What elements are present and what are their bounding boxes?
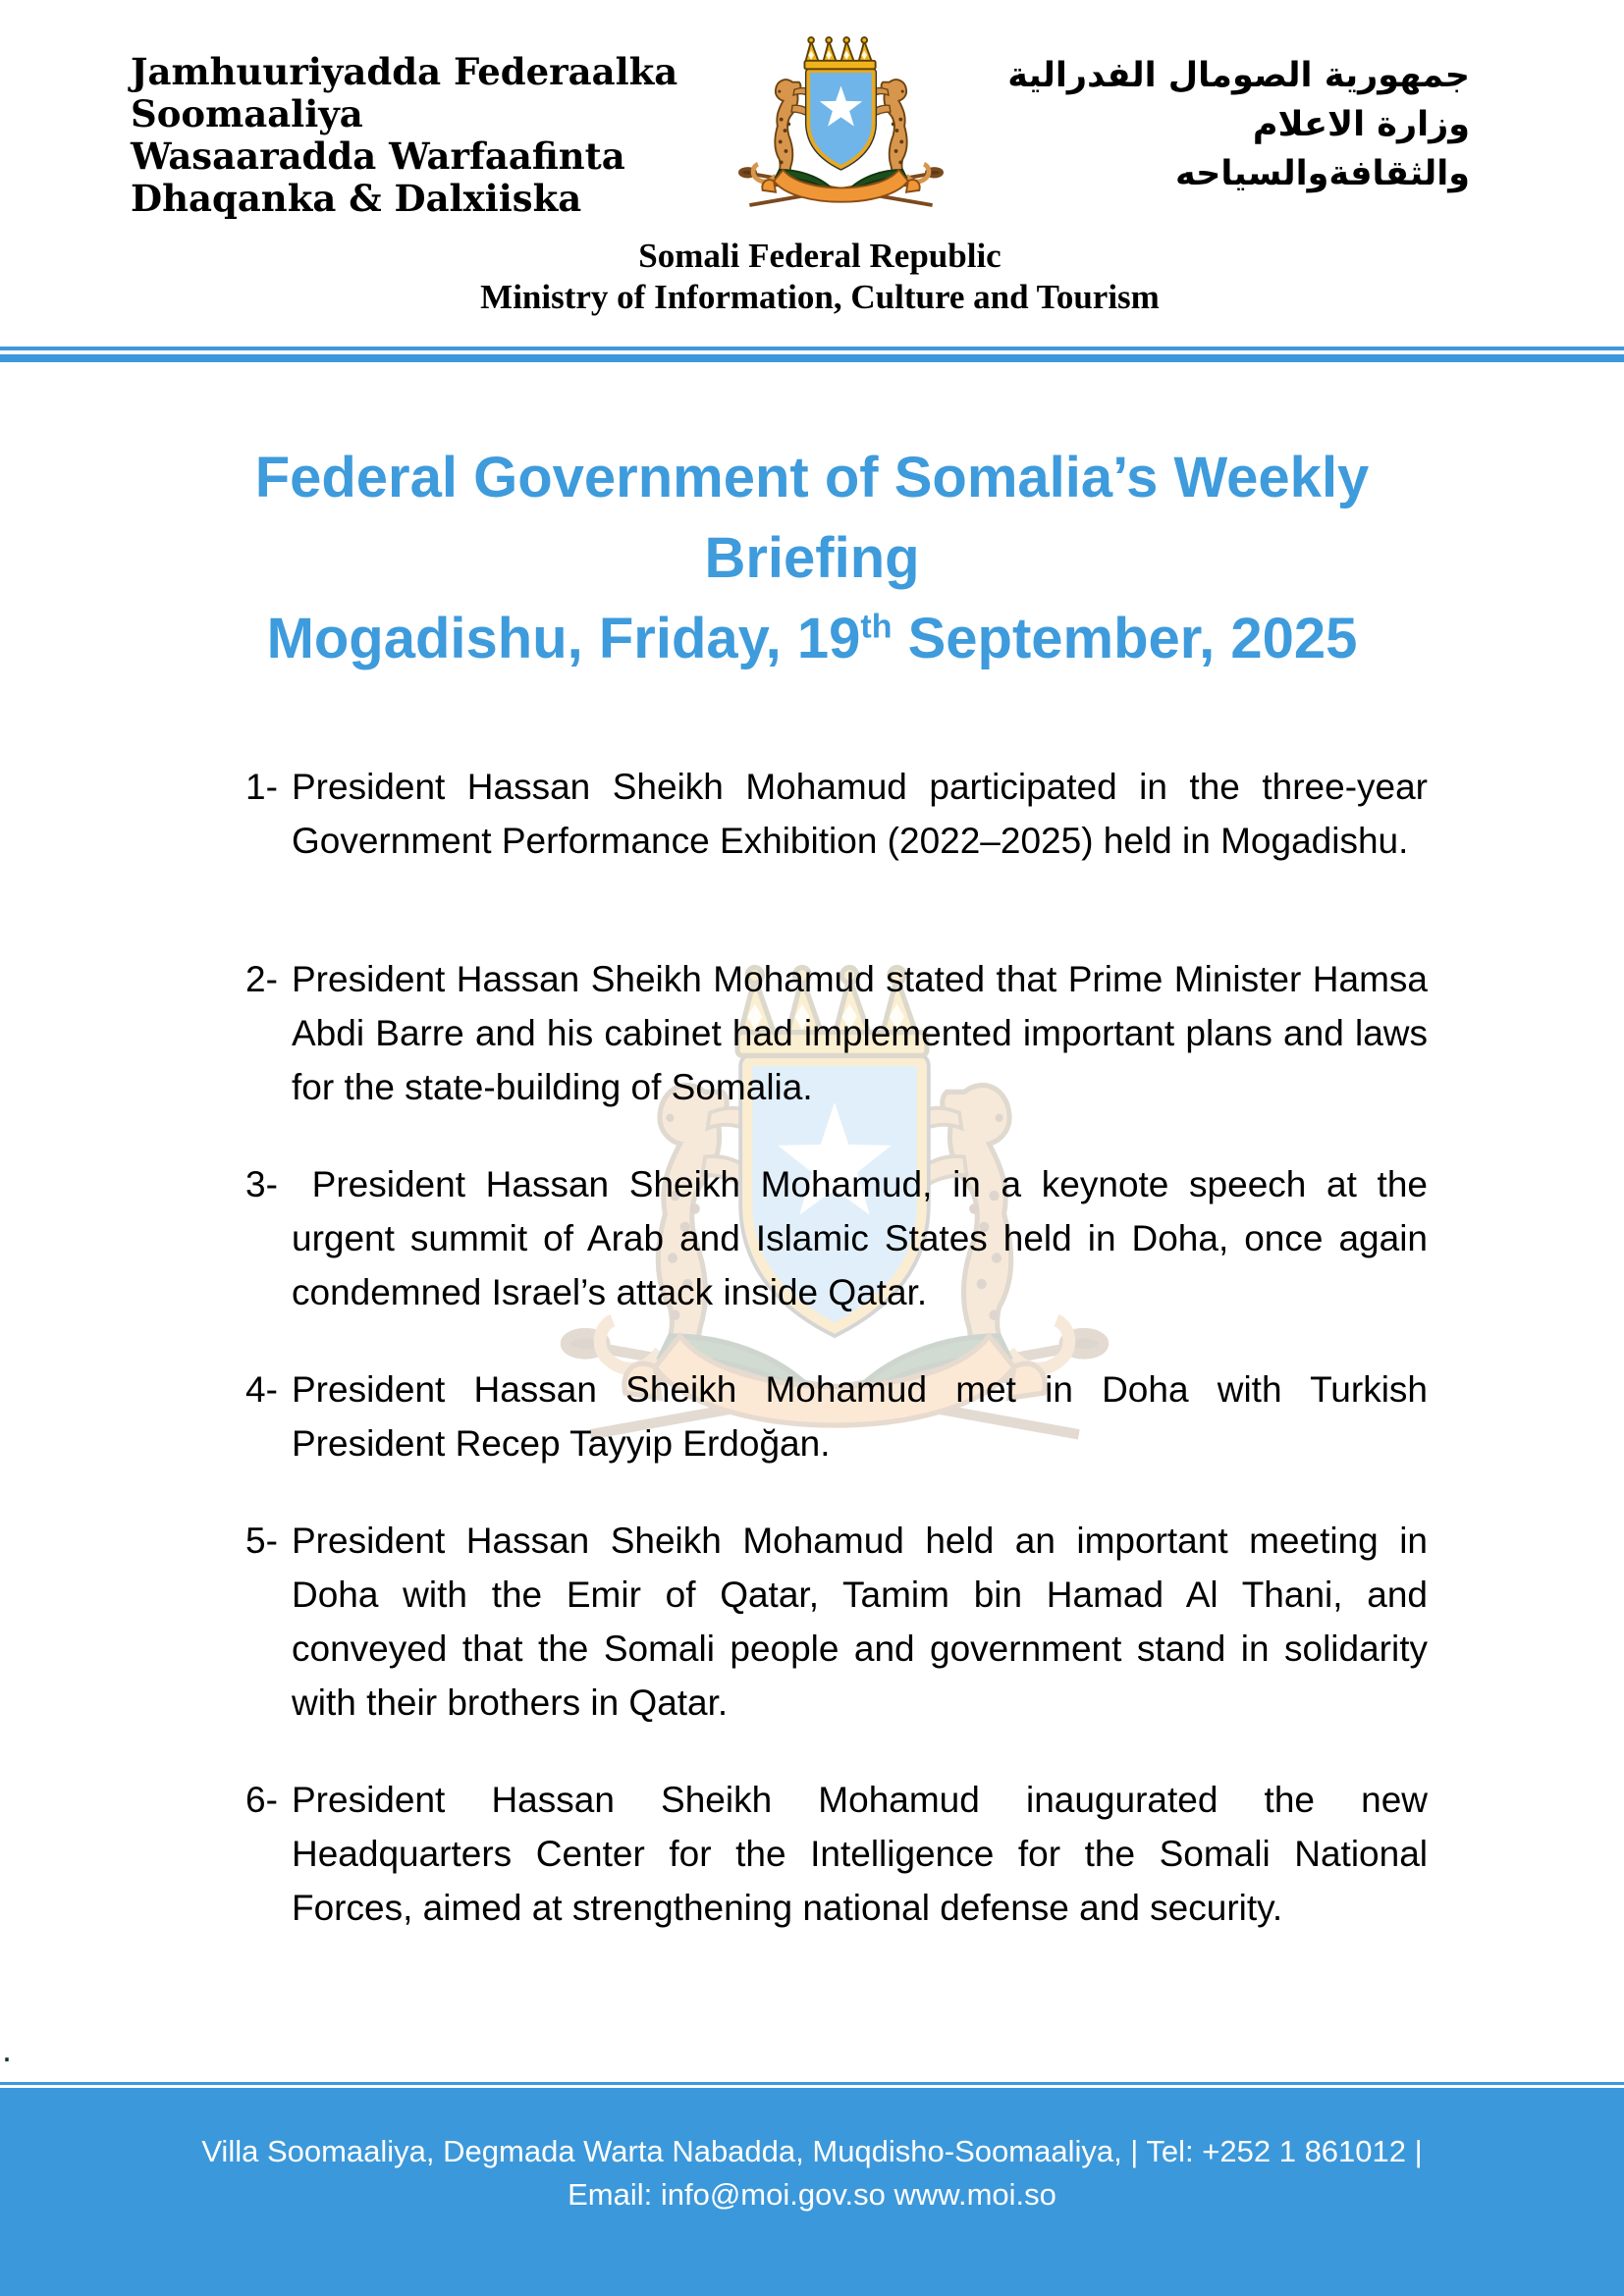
stray-period-mark: . bbox=[2, 2029, 13, 2069]
item-number: 2- bbox=[245, 959, 278, 999]
item-number: 5- bbox=[245, 1521, 278, 1561]
item-number: 3- bbox=[245, 1164, 278, 1204]
header-separator-thick bbox=[0, 354, 1624, 362]
ministry-name-arabic-line3: والثقافةوالسياحه bbox=[1174, 154, 1470, 193]
briefing-list bbox=[245, 760, 1428, 1978]
title-date-prefix: Mogadishu, Friday, 19 bbox=[266, 607, 861, 670]
footer-separator-thin bbox=[0, 2082, 1624, 2085]
item-text: President Hassan Sheikh Mohamud participated in the three-year Government Performance Exhibition (2022–2025) held in Mogadishu. bbox=[292, 767, 1428, 861]
title-date-ordinal: th bbox=[860, 608, 893, 646]
item-number: 4- bbox=[245, 1369, 278, 1410]
item-text: President Hassan Sheikh Mohamud held an important meeting in Doha with the Emir of Qatar, Tamim bin Hamad Al Thani, and conveyed that the Somali people and government stand in solidarity with their brothers in Qatar. bbox=[292, 1521, 1428, 1723]
item-text: President Hassan Sheikh Mohamud, in a keynote speech at the urgent summit of Arab and Islamic States held in Doha, once again condemned Israel’s attack inside Qatar. bbox=[292, 1164, 1428, 1312]
item-text: President Hassan Sheikh Mohamud stated that Prime Minister Hamsa Abdi Barre and his cabinet had implemented important plans and laws for the state-building of Somalia. bbox=[292, 959, 1428, 1107]
footer-email-line: Email: info@moi.gov.so www.moi.so bbox=[568, 2177, 1056, 2212]
somalia-coat-of-arms-icon bbox=[720, 33, 962, 230]
footer-address-line: Villa Soomaaliya, Degmada Warta Nabadda, Muqdisho-Soomaaliya, | Tel: +252 1 861012 | bbox=[201, 2134, 1423, 2168]
page-title-line3 bbox=[0, 599, 1624, 679]
item-number: 6- bbox=[245, 1780, 278, 1820]
ministry-name-english bbox=[427, 236, 1213, 318]
ministry-name-somali-line1: Jamhuuriyadda Federaalka bbox=[131, 50, 678, 93]
ministry-name-somali-line4: Dhaqanka & Dalxiiska bbox=[131, 177, 582, 220]
page-title-line2: Briefing bbox=[704, 526, 920, 590]
ministry-name-english-line1: Somali Federal Republic bbox=[638, 237, 1001, 275]
ministry-name-arabic-line1: جمهورية الصومال الفدرالية bbox=[1007, 56, 1470, 95]
ministry-name-arabic bbox=[1007, 51, 1470, 198]
briefing-item-4 bbox=[245, 1362, 1428, 1470]
item-number: 1- bbox=[245, 767, 278, 807]
page-title bbox=[0, 438, 1624, 679]
briefing-item-3 bbox=[245, 1157, 1428, 1319]
ministry-name-somali bbox=[131, 51, 677, 220]
page-title-line1: Federal Government of Somalia’s Weekly bbox=[254, 446, 1370, 509]
title-date-suffix: September, 2025 bbox=[892, 607, 1358, 670]
footer-contact bbox=[0, 2130, 1624, 2216]
ministry-name-english-line2: Ministry of Information, Culture and Tourism bbox=[480, 278, 1160, 316]
briefing-item-2 bbox=[245, 952, 1428, 1114]
header-separator-thin bbox=[0, 347, 1624, 350]
footer-band bbox=[0, 2088, 1624, 2296]
briefing-item-5 bbox=[245, 1514, 1428, 1730]
ministry-name-somali-line2: Soomaaliya bbox=[131, 92, 363, 135]
briefing-item-6 bbox=[245, 1773, 1428, 1935]
ministry-name-arabic-line2: وزارة الاعلام bbox=[1252, 105, 1470, 144]
briefing-item-1 bbox=[245, 760, 1428, 868]
somalia-coat-of-arms-logo bbox=[720, 33, 962, 230]
item-text: President Hassan Sheikh Mohamud met in Doha with Turkish President Recep Tayyip Erdoğan. bbox=[292, 1369, 1428, 1464]
ministry-name-somali-line3: Wasaaradda Warfaafinta bbox=[131, 134, 625, 178]
item-text: President Hassan Sheikh Mohamud inaugurated the new Headquarters Center for the Intelligence for the Somali National Forces, aimed at strengthening national defense and security. bbox=[292, 1780, 1428, 1928]
